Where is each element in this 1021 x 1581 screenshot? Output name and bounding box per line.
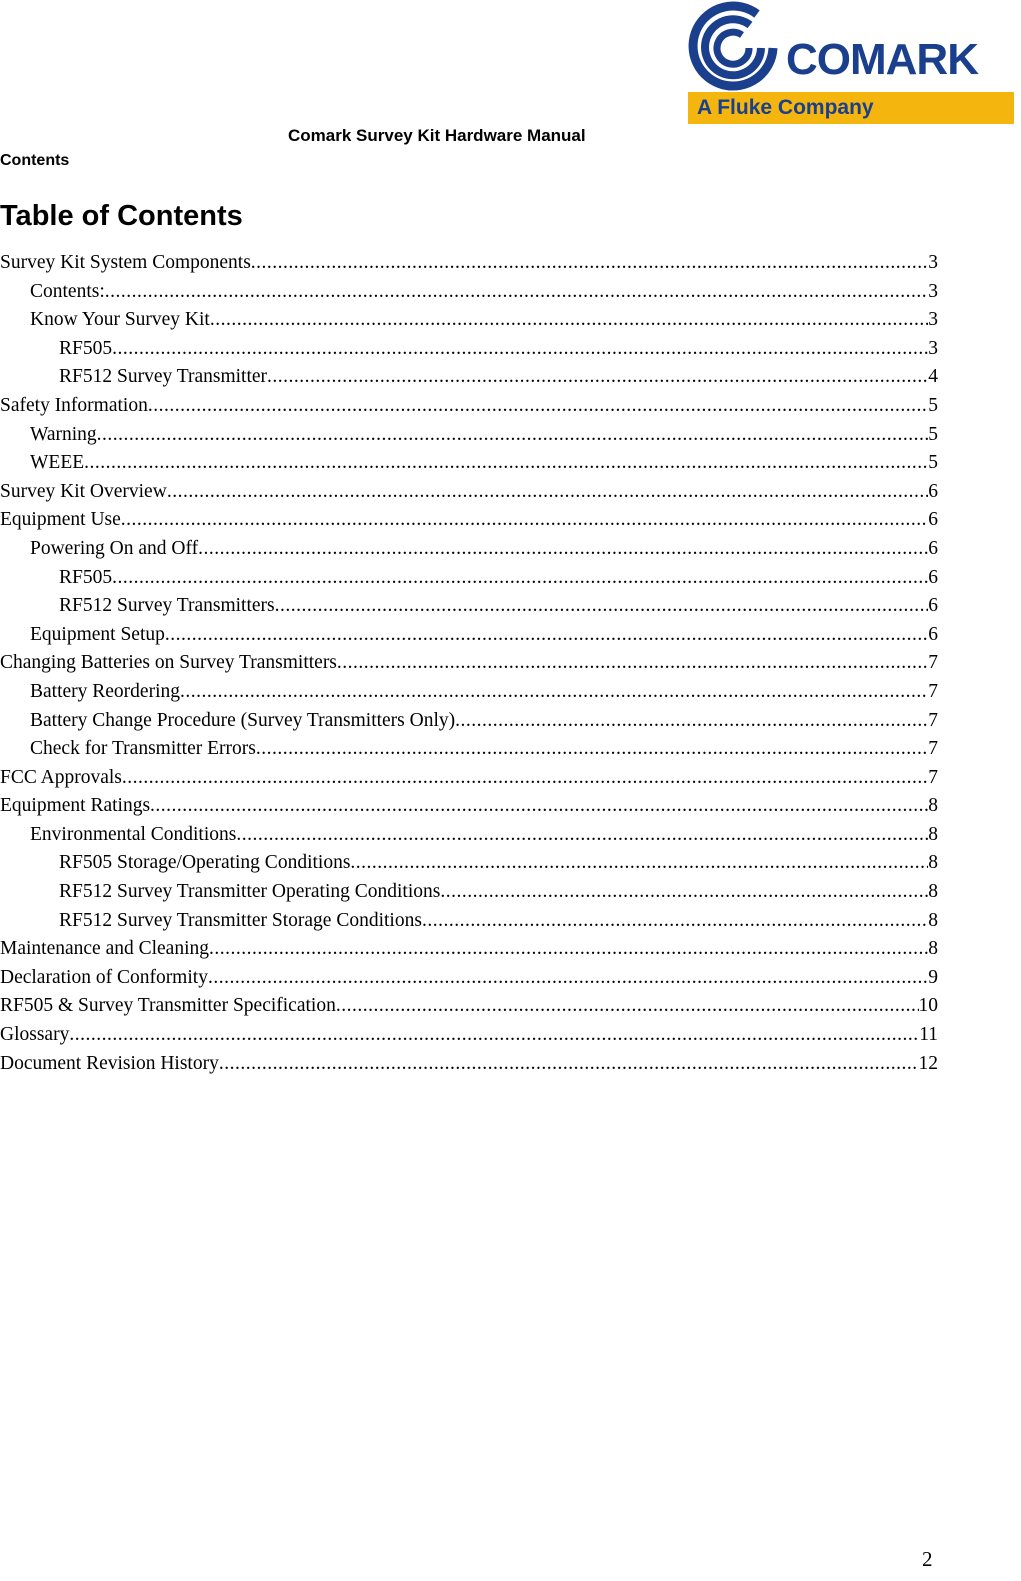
table-of-contents — [0, 249, 938, 1078]
logo-wordmark: COMARK — [786, 35, 978, 84]
toc-leader — [256, 735, 928, 764]
toc-entry[interactable] — [0, 363, 938, 392]
toc-entry-label: RF505 Storage/Operating Conditions — [59, 852, 351, 874]
toc-entry-page: 8 — [928, 852, 938, 874]
toc-entry[interactable] — [0, 535, 938, 564]
toc-leader — [209, 935, 928, 964]
page-number: 2 — [922, 1547, 933, 1571]
toc-entry[interactable] — [0, 392, 938, 421]
toc-entry-page: 6 — [928, 480, 938, 502]
toc-leader — [440, 878, 928, 907]
toc-entry-label: Safety Information — [0, 394, 148, 416]
toc-entry-page: 8 — [928, 938, 938, 960]
toc-entry-page: 12 — [918, 1052, 938, 1074]
toc-entry[interactable] — [0, 478, 938, 507]
toc-entry[interactable] — [0, 935, 938, 964]
toc-entry-label: Battery Reordering — [30, 680, 180, 702]
toc-entry[interactable] — [0, 449, 938, 478]
toc-entry-page: 8 — [928, 881, 938, 903]
comark-swirl-icon — [681, 0, 791, 92]
toc-entry-label: Maintenance and Cleaning — [0, 938, 210, 960]
toc-entry-label: Environmental Conditions — [30, 823, 237, 845]
toc-entry[interactable] — [0, 1021, 938, 1050]
toc-entry-page: 8 — [928, 795, 938, 817]
toc-entry-page: 6 — [928, 595, 938, 617]
toc-entry-page: 7 — [928, 652, 938, 674]
toc-entry-label: WEEE — [30, 452, 85, 474]
toc-leader — [112, 335, 928, 364]
toc-entry-label: Changing Batteries on Survey Transmitters — [0, 652, 337, 674]
toc-leader — [84, 449, 928, 478]
toc-entry[interactable] — [0, 849, 938, 878]
toc-entry-label: Check for Transmitter Errors — [30, 738, 256, 760]
toc-heading: Table of Contents — [0, 200, 243, 232]
toc-entry-label: Declaration of Conformity — [0, 966, 208, 988]
toc-leader — [236, 821, 928, 850]
toc-entry-label: RF512 Survey Transmitter Operating Conditions — [59, 881, 441, 903]
toc-leader — [198, 535, 928, 564]
toc-entry[interactable] — [0, 306, 938, 335]
toc-leader — [165, 621, 928, 650]
toc-entry[interactable] — [0, 878, 938, 907]
toc-entry-page: 3 — [928, 337, 938, 359]
toc-entry-label: Equipment Ratings — [0, 795, 151, 817]
toc-leader — [336, 992, 919, 1021]
toc-entry[interactable] — [0, 1050, 938, 1079]
toc-entry-label: Warning — [30, 423, 97, 445]
toc-entry-label: FCC Approvals — [0, 766, 122, 788]
toc-entry[interactable] — [0, 506, 938, 535]
toc-entry-page: 5 — [928, 394, 938, 416]
toc-entry[interactable] — [0, 592, 938, 621]
logo-tagline: A Fluke Company — [697, 96, 874, 119]
toc-entry-page: 11 — [919, 1024, 938, 1046]
toc-entry[interactable] — [0, 421, 938, 450]
toc-entry-page: 6 — [928, 509, 938, 531]
toc-entry-page: 3 — [928, 309, 938, 331]
toc-entry-label: RF512 Survey Transmitter Storage Conditions — [59, 909, 422, 931]
toc-entry[interactable] — [0, 821, 938, 850]
toc-entry-label: Survey Kit System Components — [0, 252, 251, 273]
toc-leader — [167, 478, 928, 507]
toc-entry[interactable] — [0, 707, 938, 736]
toc-entry-page: 6 — [928, 623, 938, 645]
toc-leader — [69, 1021, 919, 1050]
toc-entry-page: 8 — [928, 909, 938, 931]
toc-entry-page: 4 — [928, 366, 938, 388]
toc-entry-page: 5 — [928, 423, 938, 445]
document-title: Comark Survey Kit Hardware Manual — [288, 126, 586, 145]
toc-leader — [122, 764, 928, 793]
toc-entry-label: Glossary — [0, 1024, 70, 1046]
toc-entry-page: 7 — [928, 680, 938, 702]
toc-entry-label: RF512 Survey Transmitters — [59, 595, 275, 617]
toc-leader — [267, 363, 928, 392]
toc-leader — [337, 649, 928, 678]
toc-entry[interactable] — [0, 249, 938, 278]
toc-leader — [210, 306, 928, 335]
toc-leader — [422, 907, 928, 936]
toc-leader — [455, 707, 928, 736]
toc-entry[interactable] — [0, 335, 938, 364]
toc-leader — [275, 592, 929, 621]
toc-entry[interactable] — [0, 907, 938, 936]
toc-entry-label: RF505 & Survey Transmitter Specification — [0, 995, 336, 1017]
toc-leader — [208, 964, 928, 993]
toc-leader — [121, 506, 928, 535]
toc-leader — [180, 678, 928, 707]
toc-entry[interactable] — [0, 792, 938, 821]
toc-entry-page: 9 — [928, 966, 938, 988]
toc-leader — [150, 792, 928, 821]
toc-entry-page: 7 — [928, 766, 938, 788]
toc-entry[interactable] — [0, 678, 938, 707]
toc-leader — [350, 849, 928, 878]
toc-entry-page: 5 — [928, 452, 938, 474]
toc-entry-label: Battery Change Procedure (Survey Transmitters Only) — [30, 709, 456, 731]
toc-entry-page: 7 — [928, 709, 938, 731]
toc-entry-label: RF505 — [59, 566, 113, 588]
toc-entry[interactable] — [0, 649, 938, 678]
toc-entry-label: Document Revision History — [0, 1052, 219, 1074]
toc-entry-label: RF512 Survey Transmitter — [59, 366, 268, 388]
toc-entry-label: Survey Kit Overview — [0, 480, 167, 502]
toc-entry-page: 10 — [918, 995, 938, 1017]
toc-entry-label: Contents: — [30, 280, 105, 302]
toc-leader — [251, 249, 928, 278]
comark-logo — [681, 0, 1021, 128]
toc-entry-label: Equipment Use — [0, 509, 121, 531]
toc-entry-label: Powering On and Off — [30, 537, 199, 559]
toc-entry-label: Know Your Survey Kit — [30, 309, 210, 331]
toc-leader — [219, 1050, 919, 1079]
toc-entry-page: 8 — [928, 823, 938, 845]
toc-entry[interactable] — [0, 735, 938, 764]
toc-leader — [97, 421, 929, 450]
toc-entry[interactable] — [0, 992, 938, 1021]
toc-leader — [112, 564, 928, 593]
toc-entry-page: 7 — [928, 738, 938, 760]
toc-entry[interactable] — [0, 564, 938, 593]
section-label: Contents — [0, 152, 70, 169]
toc-entry-page: 6 — [928, 537, 938, 559]
toc-entry-label: Equipment Setup — [30, 623, 165, 645]
toc-entry[interactable] — [0, 964, 938, 993]
toc-leader — [148, 392, 928, 421]
toc-entry[interactable] — [0, 764, 938, 793]
toc-entry-page: 3 — [928, 252, 938, 273]
toc-entry[interactable] — [0, 278, 938, 307]
toc-leader — [105, 278, 928, 307]
toc-entry-page: 6 — [928, 566, 938, 588]
toc-entry-page: 3 — [928, 280, 938, 302]
toc-entry[interactable] — [0, 621, 938, 650]
toc-entry-label: RF505 — [59, 337, 113, 359]
